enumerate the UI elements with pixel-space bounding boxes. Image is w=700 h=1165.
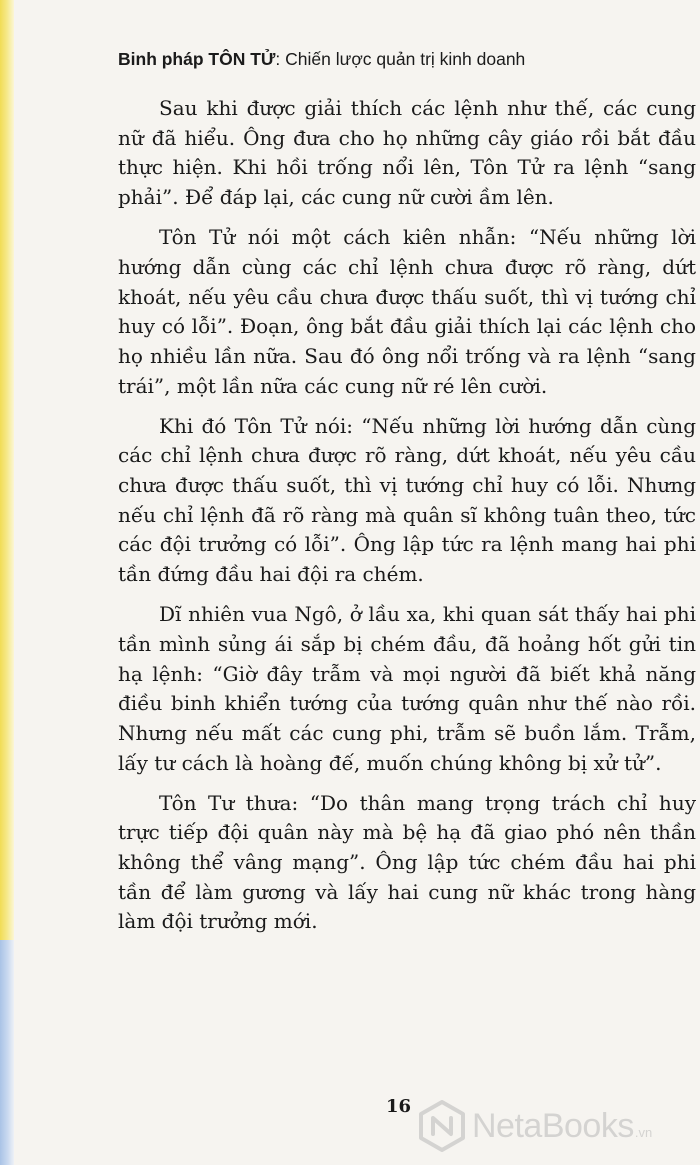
paragraph: Tôn Tử nói một cách kiên nhẫn: “Nếu những lời hướng dẫn cùng các chỉ lệnh chưa được rõ ràng, dứt khoát, nếu yêu cầu chưa được thấu suốt, thì vị tướng chỉ huy có lỗi”. Đoạn, ông bắt đầu giải thích lại các lệnh cho họ nhiều lần nữa. Sau đó ông nổi trống và ra lệnh “sang trái”, một lần nữa các cung nữ ré lên cười. xyxy=(118,225,696,398)
running-header-bold: Binh pháp TÔN TỬ xyxy=(118,49,276,69)
running-header-rest: : Chiến lược quản trị kinh doanh xyxy=(275,49,526,69)
paragraph: Sau khi được giải thích các lệnh như thế, các cung nữ đã hiểu. Ông đưa cho họ những cây giáo rồi bắt đầu thực hiện. Khi hồi trống nổi lên, Tôn Tử ra lệnh “sang phải”. Để đáp lại, các cung nữ cười ầm lên. xyxy=(118,96,696,210)
watermark xyxy=(418,1098,700,1154)
paragraph: Dĩ nhiên vua Ngô, ở lầu xa, khi quan sát thấy hai phi tần mình sủng ái sắp bị chém đầu, đã hoảng hốt gửi tin hạ lệnh: “Giờ đây trẫm và mọi người đã biết khả năng điều binh khiển tướng của tướng quân như thế nào rồi. Nhưng nếu mất các cung phi, trẫm sẽ buồn lắm. Trẫm, lấy tư cách là hoàng đế, muốn chúng không bị xử tử”. xyxy=(118,602,696,775)
body-text xyxy=(118,94,696,947)
paragraph: Khi đó Tôn Tử nói: “Nếu những lời hướng dẫn cùng các chỉ lệnh chưa được rõ ràng, dứt khoát, nếu yêu cầu chưa được thấu suốt, thì vị tướng chỉ huy có lỗi. Nhưng nếu chỉ lệnh đã rõ ràng mà quân sĩ không tuân theo, tức các đội trưởng có lỗi”. Ông lập tức ra lệnh mang hai phi tần đứng đầu hai đội ra chém. xyxy=(118,413,696,587)
paragraph: Tôn Tư thưa: “Do thân mang trọng trách chỉ huy trực tiếp đội quân này mà bệ hạ đã giao phó nên thần không thể vâng mạng”. Ông lập tức chém đầu hai phi tần để làm gương và lấy hai cung nữ khác trong hàng làm đội trưởng mới. xyxy=(118,790,696,934)
watermark-brand: NetaBooks xyxy=(472,1106,634,1145)
page-number: 16 xyxy=(386,1096,412,1117)
hexagon-logo-icon xyxy=(418,1100,466,1152)
watermark-tld: .vn xyxy=(634,1125,653,1140)
book-spine-edge-lower xyxy=(0,940,14,1165)
running-header xyxy=(118,49,678,70)
